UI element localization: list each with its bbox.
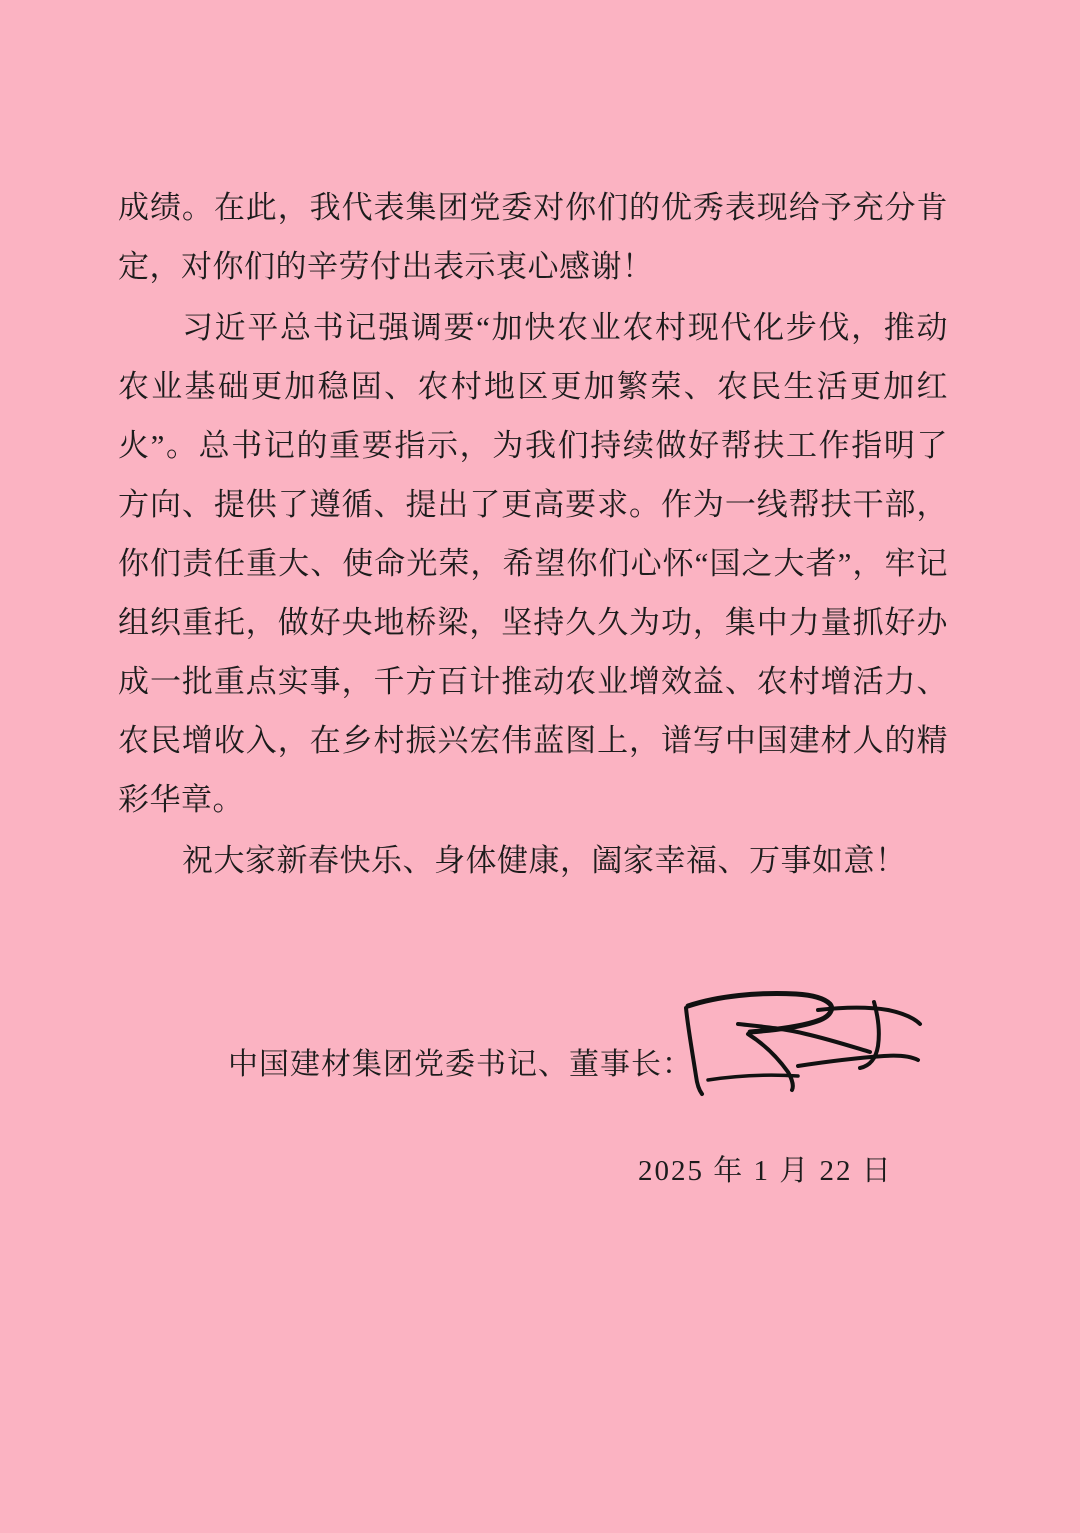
signatory-title-line: [118, 1040, 948, 1090]
paragraph-3: 祝大家新春快乐、身体健康，阖家幸福、万事如意！: [182, 843, 907, 878]
signature-block: [118, 1040, 948, 1189]
handwritten-signature-icon: [678, 980, 928, 1100]
paragraph-2: 习近平总书记强调要“加快农业农村现代化步伐，推动农业基础更加稳固、农村地区更加繁荣、农民生活更加红火”。总书记的重要指示，为我们持续做好帮扶工作指明了方向、提供了遵循、提出了更高要求。作为一线帮扶干部，你们责任重大、使命光荣，希望你们心怀“国之大者”，牢记组织重托，做好央地桥梁，坚持久久为功，集中力量抓好办成一批重点实事，千方百计推动农业增效益、农村增活力、农民增收入，在乡村振兴宏伟蓝图上，谱写中国建材人的精彩华章。: [118, 310, 948, 817]
signature-date-text: 2025 年 1 月 22 日: [638, 1155, 893, 1187]
paragraph-1: 成绩。在此，我代表集团党委对你们的优秀表现给予充分肯定，对你们的辛劳付出表示衷心感谢！: [118, 190, 948, 284]
letter-body: [118, 178, 948, 892]
signature-date: [118, 1148, 948, 1189]
signatory-title-text: 中国建材集团党委书记、董事长：: [228, 1048, 693, 1081]
